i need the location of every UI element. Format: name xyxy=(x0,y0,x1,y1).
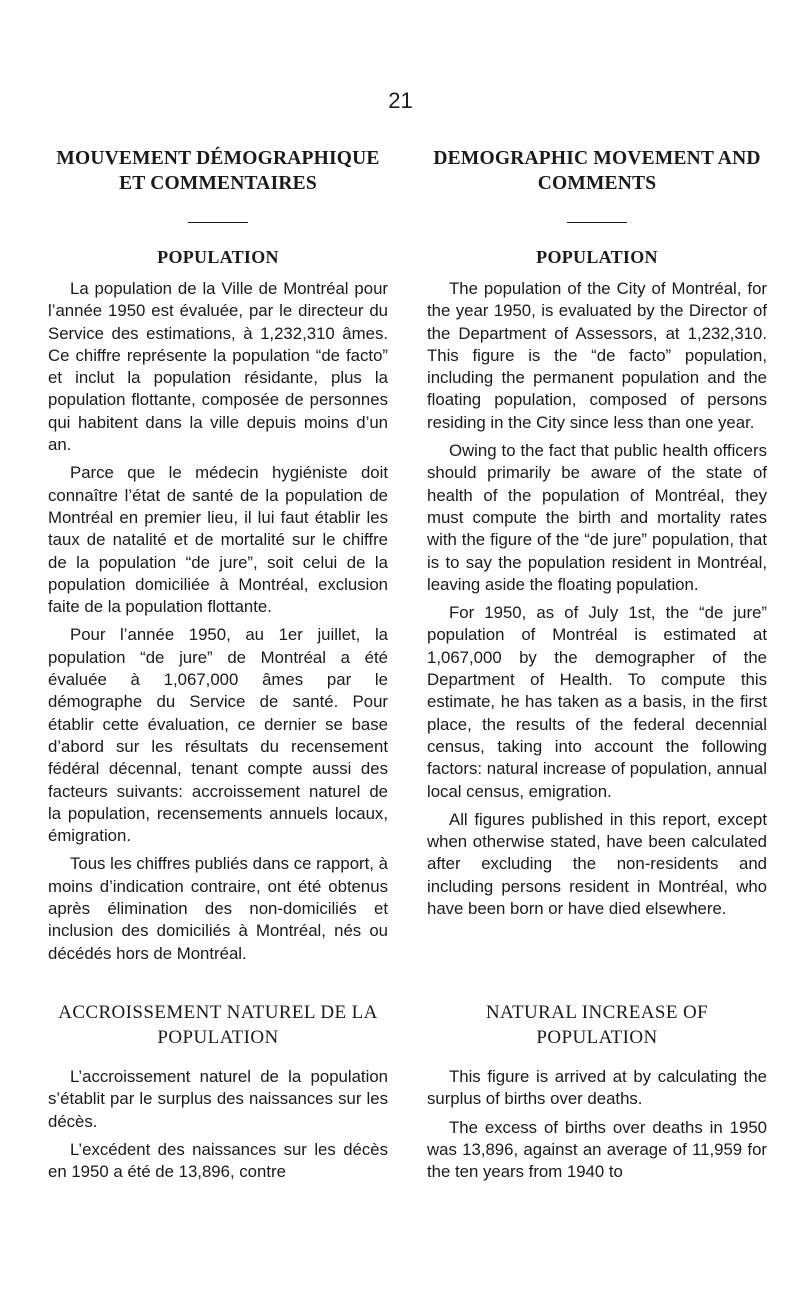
page-number: 21 xyxy=(388,88,413,113)
french-paragraph: Tous les chiffres publiés dans ce rapport, à moins d’indication contraire, ont été obtenus après élimination des non-domiciliés et inclusion des domiciliés à Montréal, nés ou décédés hors de Montréal. xyxy=(48,854,388,963)
english-column xyxy=(427,146,767,926)
french-paragraph: L’accroissement naturel de la population s’établit par le surplus des naissances sur les décès. xyxy=(48,1067,388,1131)
english-paragraph: All figures published in this report, except when otherwise stated, have been calculated after excluding the non-residents and including persons resident in Montréal, who have been born or have died elsewhere. xyxy=(427,809,767,919)
english-paragraph: This figure is arrived at by calculating the surplus of births over deaths. xyxy=(427,1067,767,1109)
english-title: DEMOGRAPHIC MOVEMENT AND COMMENTS xyxy=(433,148,761,194)
french-column xyxy=(48,146,388,971)
french-paragraph: La population de la Ville de Montréal pour l’année 1950 est évaluée, par le directeur du Service des estimations, à 1,232,310 âmes. Ce chiffre représente la population “de facto” et inclut la population résidante, plus la population flottante, composée de personnes qui habitent dans la ville depuis moins d’un an. xyxy=(48,279,388,455)
english-section2 xyxy=(427,1000,767,1189)
french-section2 xyxy=(48,1000,388,1189)
french-population-heading: POPULATION xyxy=(157,247,279,267)
title-divider xyxy=(188,222,248,223)
english-paragraph: The excess of births over deaths in 1950 was 13,896, against an average of 11,959 for the ten years from 1940 to xyxy=(427,1117,767,1182)
french-paragraph: Parce que le médecin hygiéniste doit connaître l’état de santé de la population de Montréal en premier lieu, il lui faut établir les taux de natalité et de mortalité sur le chiffre de la population “de jure”, soit celui de la population domiciliée à Montréal, exclusion faite de la population flottante. xyxy=(48,463,388,617)
title-divider xyxy=(567,222,627,223)
english-paragraph: The population of the City of Montréal, for the year 1950, is evaluated by the Director of the Department of Assessors, at 1,232,310. This figure is the “de facto” population, including the permanent population and the floating population, composed of persons residing in the City since less than one year. xyxy=(427,279,767,432)
english-population-heading: POPULATION xyxy=(536,247,658,267)
french-paragraph: L’excédent des naissances sur les décès en 1950 a été de 13,896, contre xyxy=(48,1139,388,1182)
english-natural-increase-heading: NATURAL INCREASE OF POPULATION xyxy=(485,1002,709,1048)
french-title: MOUVEMENT DÉMOGRAPHIQUE ET COMMENTAIRES xyxy=(56,148,380,194)
english-paragraph: For 1950, as of July 1st, the “de jure” population of Montréal is estimated at 1,067,000 by the demographer of the Department of Health. To compute this estimate, he has taken as a basis, in the first place, the results of the federal decennial census, taking into account the following factors: natural increase of population, annual local census, emigration. xyxy=(427,603,767,801)
french-paragraph: Pour l’année 1950, au 1er juillet, la population “de jure” de Montréal a été évaluée à 1,067,000 âmes par le démographe du Service de santé. Pour établir cette évaluation, ce dernier se base d’abord sur les résultats du recensement fédéral décennal, tenant compte aussi des facteurs suivants: accroissement naturel de la population, recensements annuels locaux, émigration. xyxy=(48,625,388,846)
french-natural-increase-heading: ACCROISSEMENT NATUREL DE LA POPULATION xyxy=(58,1002,378,1048)
english-paragraph: Owing to the fact that public health officers should primarily be aware of the state of health of the population of Montréal, they must compute the birth and mortality rates with the figure of the “de jure” population, that is to say the population resident in Montréal, leaving aside the floating population. xyxy=(427,441,767,594)
